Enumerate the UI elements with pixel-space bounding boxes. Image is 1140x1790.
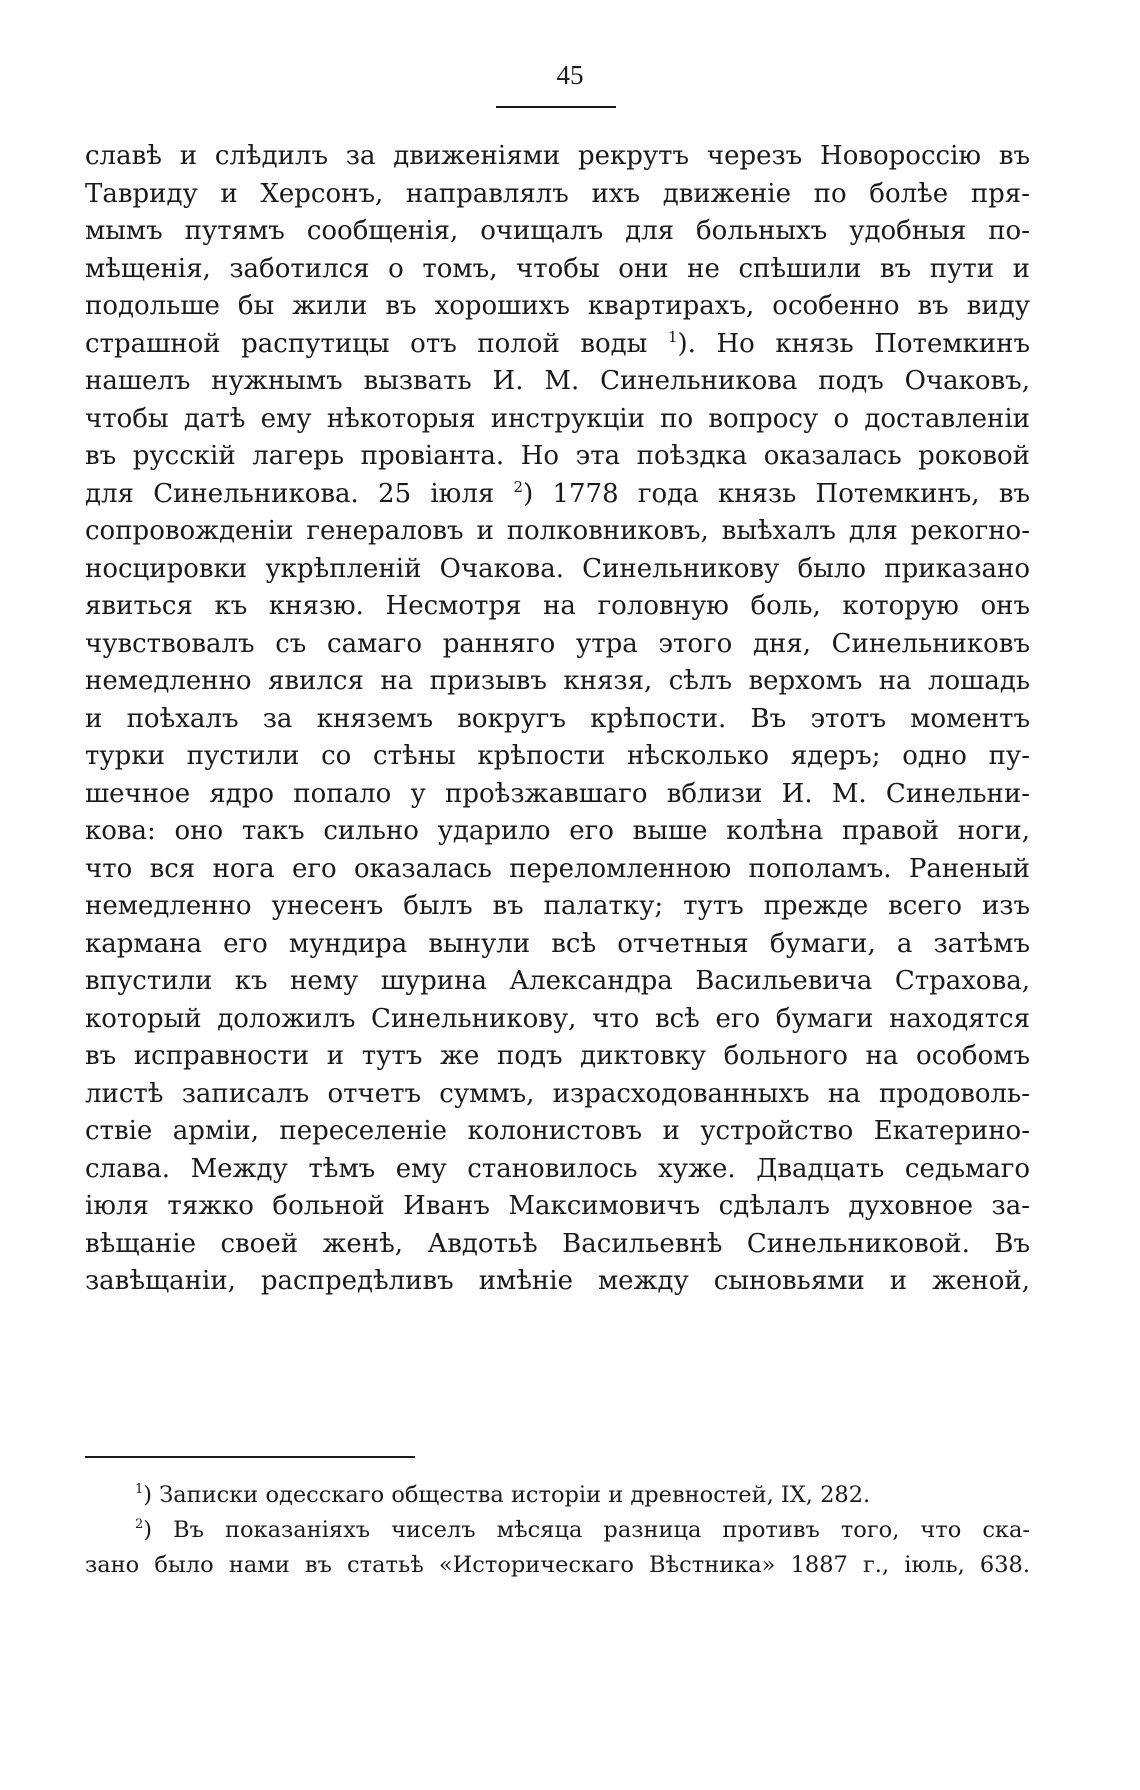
text-segment: страшной распутицы отъ полой воды	[85, 328, 648, 359]
text-segment: ). Но князь Потемкинъ	[677, 328, 1030, 359]
page-number: 45	[556, 60, 584, 90]
text-line: кармана его мундира вынули всѣ отчетныя бумаги, а затѣмъ	[85, 928, 1030, 959]
text-line: шечное ядро попало у проѣзжавшаго вблизи И. М. Синельни-	[85, 778, 1030, 809]
text-line: слава. Между тѣмъ ему становилось хуже. Двадцать седьмаго	[85, 1153, 1030, 1184]
text-line: и поѣхалъ за княземъ вокругъ крѣпости. Въ этотъ моментъ	[85, 703, 1030, 734]
text-line: въ русскій лагерь провіанта. Но эта поѣздка оказалась роковой	[85, 441, 1030, 471]
text-line: завѣщаніи, распредѣливъ имѣніе между сыновьями и женой,	[85, 1266, 1030, 1296]
text-line: нашелъ нужнымъ вызвать И. М. Синельникова подъ Очаковъ,	[85, 366, 1030, 396]
footnote-1-text: ) Записки одесскаго общества исторіи и древностей, IX, 282.	[143, 1482, 871, 1508]
page-number-rule	[496, 106, 616, 108]
footnote-1	[85, 1478, 1030, 1513]
text-segment: ) 1778 года князь Потемкинъ, въ	[523, 478, 1030, 509]
text-line: явиться къ князю. Несмотря на головную боль, которую онъ	[85, 591, 1030, 621]
text-segment: для Синельникова. 25 іюля	[85, 478, 495, 509]
text-line: славѣ и слѣдилъ за движеніями рекрутъ черезъ Новороссію въ	[85, 141, 1030, 171]
text-line: сопровожденіи генераловъ и полковниковъ, выѣхалъ для рекогно-	[85, 516, 1030, 546]
text-line: носцировки укрѣпленій Очакова. Синельникову было приказано	[85, 553, 1030, 584]
text-line: мымъ путямъ сообщенія, очищалъ для больныхъ удобныя по-	[85, 216, 1030, 246]
text-line: іюля тяжко больной Иванъ Максимовичъ сдѣлалъ духовное за-	[85, 1191, 1030, 1221]
footnote-marker-2: 2	[135, 1517, 144, 1532]
text-line-with-footnote-ref	[85, 476, 1030, 514]
text-line: мѣщенія, заботился о томъ, чтобы они не спѣшили въ пути и	[85, 253, 1030, 284]
text-line: ствіе арміи, переселеніе колонистовъ и устройство Екатерино-	[85, 1116, 1030, 1146]
footnote-ref-1[interactable]: 1	[667, 327, 678, 346]
footnote-2	[85, 1513, 1030, 1548]
text-line: турки пустили со стѣны крѣпости нѣсколько ядеръ; одно пу-	[85, 741, 1030, 771]
footnote-separator	[85, 1456, 415, 1458]
text-line: чтобы датѣ ему нѣкоторыя инструкціи по вопросу о доставленіи	[85, 403, 1030, 434]
text-line: Тавриду и Херсонъ, направлялъ ихъ движеніе по болѣе пря-	[85, 178, 1030, 209]
text-line: подольше бы жили въ хорошихъ квартирахъ, особенно въ виду	[85, 291, 1030, 321]
text-line: немедленно унесенъ былъ въ палатку; тутъ прежде всего изъ	[85, 891, 1030, 921]
footnote-marker-1: 1	[135, 1482, 144, 1497]
footnote-2-continuation: зано было нами въ статьѣ «Историческаго Вѣстника» 1887 г., іюль, 638.	[85, 1552, 1030, 1578]
text-line: въ исправности и тутъ же подъ диктовку больного на особомъ	[85, 1041, 1030, 1071]
footnotes	[85, 1478, 1030, 1583]
text-line: кова: оно такъ сильно ударило его выше колѣна правой ноги,	[85, 816, 1030, 846]
text-line: немедленно явился на призывъ князя, сѣлъ верхомъ на лошадь	[85, 666, 1030, 696]
text-line: чувствовалъ съ самаго ранняго утра этого дня, Синельниковъ	[85, 628, 1030, 659]
text-line-with-footnote-ref	[85, 326, 1030, 364]
text-line: вѣщаніе своей женѣ, Авдотьѣ Васильевнѣ Синельниковой. Въ	[85, 1228, 1030, 1259]
body-text	[85, 138, 1030, 1301]
text-line: который доложилъ Синельникову, что всѣ его бумаги находятся	[85, 1003, 1030, 1034]
text-line: впустили къ нему шурина Александра Васильевича Страхова,	[85, 966, 1030, 996]
text-line: что вся нога его оказалась переломленною пополамъ. Раненый	[85, 853, 1030, 884]
text-line: листѣ записалъ отчетъ суммъ, израсходованныхъ на продоволь-	[85, 1078, 1030, 1109]
footnote-ref-2[interactable]: 2	[513, 477, 524, 496]
footnote-2-text: ) Въ показаніяхъ чиселъ мѣсяца разница противъ того, что ска-	[143, 1517, 1030, 1543]
